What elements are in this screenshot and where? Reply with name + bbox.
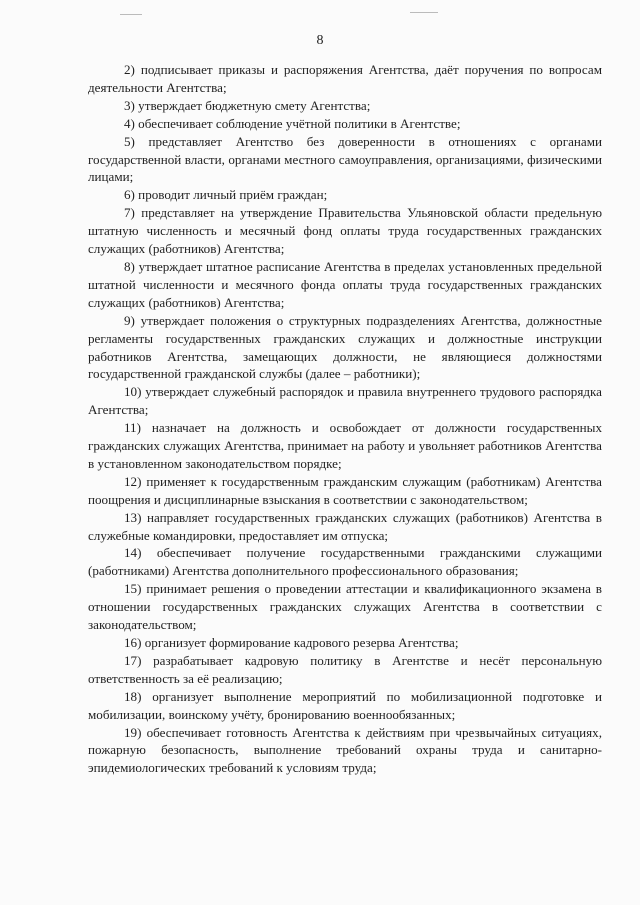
list-item: 16) организует формирование кадрового резерва Агентства; xyxy=(124,635,459,650)
list-item: 7) представляет на утверждение Правительства Ульяновской области предельную штатную численность и месячный фонд оплаты труда государственных гражданских служащих (работников) Агентства; xyxy=(88,205,602,257)
list-item: 17) разрабатывает кадровую политику в Агентстве и несёт персональную ответственность за её реализацию; xyxy=(88,652,602,686)
scan-artifact xyxy=(120,14,142,15)
document-body xyxy=(88,61,602,777)
scan-artifact xyxy=(410,12,438,13)
list-item: 15) принимает решения о проведении аттестации и квалификационного экзамена в отношении государственных гражданских служащих Агентства в соответствии с законодательством; xyxy=(88,581,602,633)
list-item: 6) проводит личный приём граждан; xyxy=(124,187,328,203)
list-item: 4) обеспечивает соблюдение учётной политики в Агентстве; xyxy=(124,115,461,131)
list-item: 9) утверждает положения о структурных подразделениях Агентства, должностные регламенты государственных гражданских служащих и должностные инструкции работников Агентства, замещающих должности, не являющиеся должностями государственной гражданской службы (далее – работники); xyxy=(88,312,602,382)
list-item: 5) представляет Агентство без доверенности в отношениях с органами государственной власти, органами местного самоуправления, организациями, физическими лицами; xyxy=(88,133,602,185)
list-item: 18) организует выполнение мероприятий по мобилизационной подготовке и мобилизации, воинскому учёту, бронированию военнообязанных; xyxy=(88,688,602,722)
list-item: 12) применяет к государственным гражданским служащим (работникам) Агентства поощрения и дисциплинарные взыскания в соответствии с законодательством; xyxy=(88,473,602,507)
list-item: 10) утверждает служебный распорядок и правила внутреннего трудового распорядка Агентства; xyxy=(88,384,602,418)
page-number: 8 xyxy=(316,33,324,48)
list-item: 3) утверждает бюджетную смету Агентства; xyxy=(124,97,371,113)
list-item: 14) обеспечивает получение государственными гражданскими служащими (работниками) Агентства дополнительного профессионального образования; xyxy=(88,545,602,579)
list-item: 2) подписывает приказы и распоряжения Агентства, даёт поручения по вопросам деятельности Агентства; xyxy=(88,62,602,95)
list-item: 19) обеспечивает готовность Агентства к действиям при чрезвычайных ситуациях, пожарную безопасность, выполнение требований охраны труда и санитарно-эпидемиологических требований к условиям труда; xyxy=(88,724,602,776)
list-item: 13) направляет государственных гражданских служащих (работников) Агентства в служебные командировки, предоставляет им отпуска; xyxy=(88,509,602,543)
list-item: 11) назначает на должность и освобождает от должности государственных гражданских служащих Агентства, принимает на работу и увольняет работников Агентства в установленном законодательством порядке; xyxy=(88,420,602,471)
list-item: 8) утверждает штатное расписание Агентства в пределах установленных предельной штатной численности и месячного фонда оплаты труда государственных гражданских служащих (работников) Агентства; xyxy=(88,258,602,310)
